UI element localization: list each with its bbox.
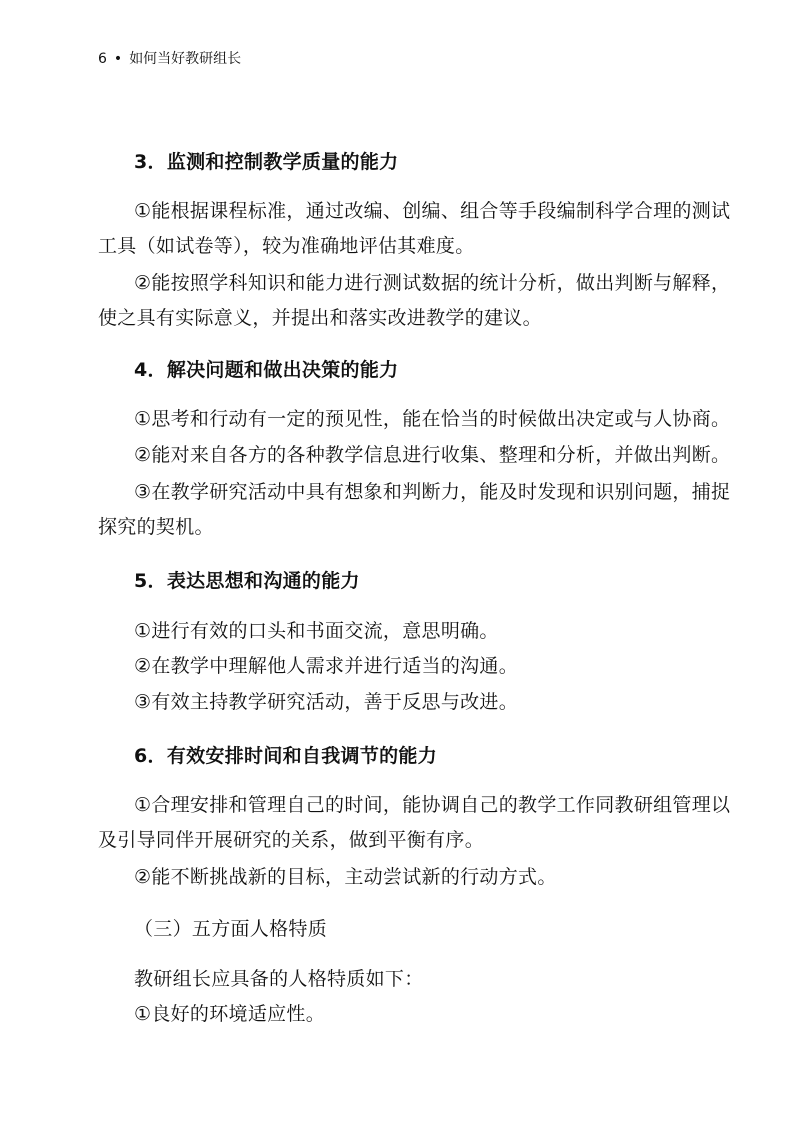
paragraph-line: ③在教学研究活动中具有想象和判断力，能及时发现和识别问题，捕捉 bbox=[134, 481, 731, 503]
section-heading-4: 4．解决问题和做出决策的能力 bbox=[134, 359, 399, 381]
paragraph-line: 探究的契机。 bbox=[98, 516, 214, 538]
book-title: 如何当好教研组长 bbox=[129, 51, 242, 67]
paragraph-line: ①进行有效的口头和书面交流，意思明确。 bbox=[134, 620, 499, 642]
page-number: 6 bbox=[98, 51, 107, 67]
paragraph-line: 教研组长应具备的人格特质如下： bbox=[134, 968, 424, 990]
subsection-heading: （三）五方面人格特质 bbox=[134, 918, 328, 940]
paragraph-line: ①能根据课程标准，通过改编、创编、组合等手段编制科学合理的测试 bbox=[134, 200, 731, 222]
paragraph-line: 使之具有实际意义，并提出和落实改进教学的建议。 bbox=[98, 307, 542, 329]
header-separator: • bbox=[113, 51, 123, 67]
section-heading-6: 6．有效安排时间和自我调节的能力 bbox=[134, 745, 438, 767]
paragraph-line: ①良好的环境适应性。 bbox=[134, 1003, 326, 1025]
paragraph-line: ②能不断挑战新的目标，主动尝试新的行动方式。 bbox=[134, 866, 557, 888]
paragraph-line: 工具（如试卷等），较为准确地评估其难度。 bbox=[98, 235, 475, 257]
paragraph-line: ②能对来自各方的各种教学信息进行收集、整理和分析，并做出判断。 bbox=[134, 444, 731, 466]
section-heading-3: 3．监测和控制教学质量的能力 bbox=[134, 151, 399, 173]
page-header bbox=[98, 50, 241, 68]
paragraph-line: ②能按照学科知识和能力进行测试数据的统计分析，做出判断与解释， bbox=[134, 272, 731, 294]
paragraph-line: ③有效主持教学研究活动，善于反思与改进。 bbox=[134, 691, 519, 713]
paragraph-line: ①合理安排和管理自己的时间，能协调自己的教学工作同教研组管理以 bbox=[134, 794, 731, 816]
section-heading-5: 5．表达思想和沟通的能力 bbox=[134, 570, 360, 592]
paragraph-line: 及引导同伴开展研究的关系，做到平衡有序。 bbox=[98, 829, 485, 851]
paragraph-line: ①思考和行动有一定的预见性，能在恰当的时候做出决定或与人协商。 bbox=[134, 408, 731, 430]
paragraph-line: ②在教学中理解他人需求并进行适当的沟通。 bbox=[134, 655, 519, 677]
